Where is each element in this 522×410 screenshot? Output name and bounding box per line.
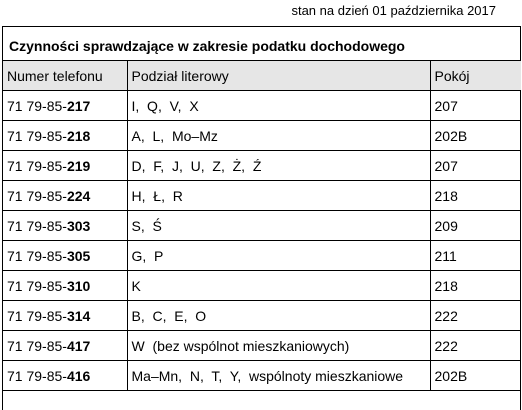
phone-prefix: 71 79-85- [7, 367, 67, 384]
letter-range-cell: K [127, 271, 430, 301]
table-row [3, 91, 521, 121]
column-header-phone: Numer telefonu [3, 61, 127, 91]
phone-extension: 314 [66, 307, 91, 324]
phone-number-cell [3, 331, 127, 361]
phone-extension: 303 [66, 217, 91, 234]
column-header-room: Pokój [430, 61, 521, 91]
phone-prefix: 71 79-85- [7, 277, 67, 294]
phone-number-cell [3, 211, 127, 241]
table-row [3, 151, 521, 181]
phone-extension: 305 [66, 247, 91, 264]
phone-number-cell [3, 181, 127, 211]
phone-prefix: 71 79-85- [7, 187, 67, 204]
room-cell: 222 [430, 301, 521, 331]
room-cell: 202B [430, 361, 521, 391]
column-header-letters: Podział literowy [127, 61, 430, 91]
table-row [3, 301, 521, 331]
phone-prefix: 71 79-85- [7, 127, 67, 144]
phone-extension: 219 [66, 157, 91, 174]
room-cell: 209 [430, 211, 521, 241]
phone-number-cell [3, 361, 127, 391]
phone-extension: 217 [66, 97, 91, 114]
letter-range-cell: A, L, Mo–Mz [127, 121, 430, 151]
room-cell: 218 [430, 181, 521, 211]
phone-extension: 417 [66, 337, 91, 354]
letter-range-cell: H, Ł, R [127, 181, 430, 211]
phone-number-cell [3, 121, 127, 151]
table-row [3, 181, 521, 211]
letter-range-cell: I, Q, V, X [127, 91, 430, 121]
phone-prefix: 71 79-85- [7, 157, 67, 174]
table-row [3, 361, 521, 391]
room-cell: 218 [430, 271, 521, 301]
phone-prefix: 71 79-85- [7, 97, 67, 114]
phone-number-cell [3, 271, 127, 301]
letter-range-cell: G, P [127, 241, 430, 271]
phone-prefix: 71 79-85- [7, 337, 67, 354]
letter-range-cell: D, F, J, U, Z, Ż, Ź [127, 151, 430, 181]
table-header-row [3, 61, 521, 91]
room-cell: 211 [430, 241, 521, 271]
date-line: stan na dzień 01 października 2017 [291, 3, 496, 18]
room-cell: 207 [430, 91, 521, 121]
phone-extension: 416 [66, 367, 91, 384]
phone-prefix: 71 79-85- [7, 307, 67, 324]
phone-number-cell [3, 241, 127, 271]
table-title: Czynności sprawdzające w zakresie podatku dochodowego [9, 38, 405, 54]
table-row [3, 331, 521, 361]
phone-extension: 310 [66, 277, 91, 294]
phone-number-cell [3, 301, 127, 331]
letter-range-cell: S, Ś [127, 211, 430, 241]
phone-prefix: 71 79-85- [7, 247, 67, 264]
room-cell: 202B [430, 121, 521, 151]
tax-contact-table-frame [2, 26, 521, 410]
letter-range-cell: Ma–Mn, N, T, Y, wspólnoty mieszkaniowe [127, 361, 430, 391]
room-cell: 207 [430, 151, 521, 181]
letter-range-cell: W (bez wspólnot mieszkaniowych) [127, 331, 430, 361]
phone-extension: 218 [66, 127, 91, 144]
contact-table [3, 60, 521, 391]
phone-extension: 224 [66, 187, 91, 204]
table-row [3, 121, 521, 151]
table-row [3, 241, 521, 271]
table-body [3, 91, 521, 391]
phone-prefix: 71 79-85- [7, 217, 67, 234]
table-row [3, 211, 521, 241]
letter-range-cell: B, C, E, O [127, 301, 430, 331]
phone-number-cell [3, 91, 127, 121]
phone-number-cell [3, 151, 127, 181]
room-cell: 222 [430, 331, 521, 361]
table-row [3, 271, 521, 301]
